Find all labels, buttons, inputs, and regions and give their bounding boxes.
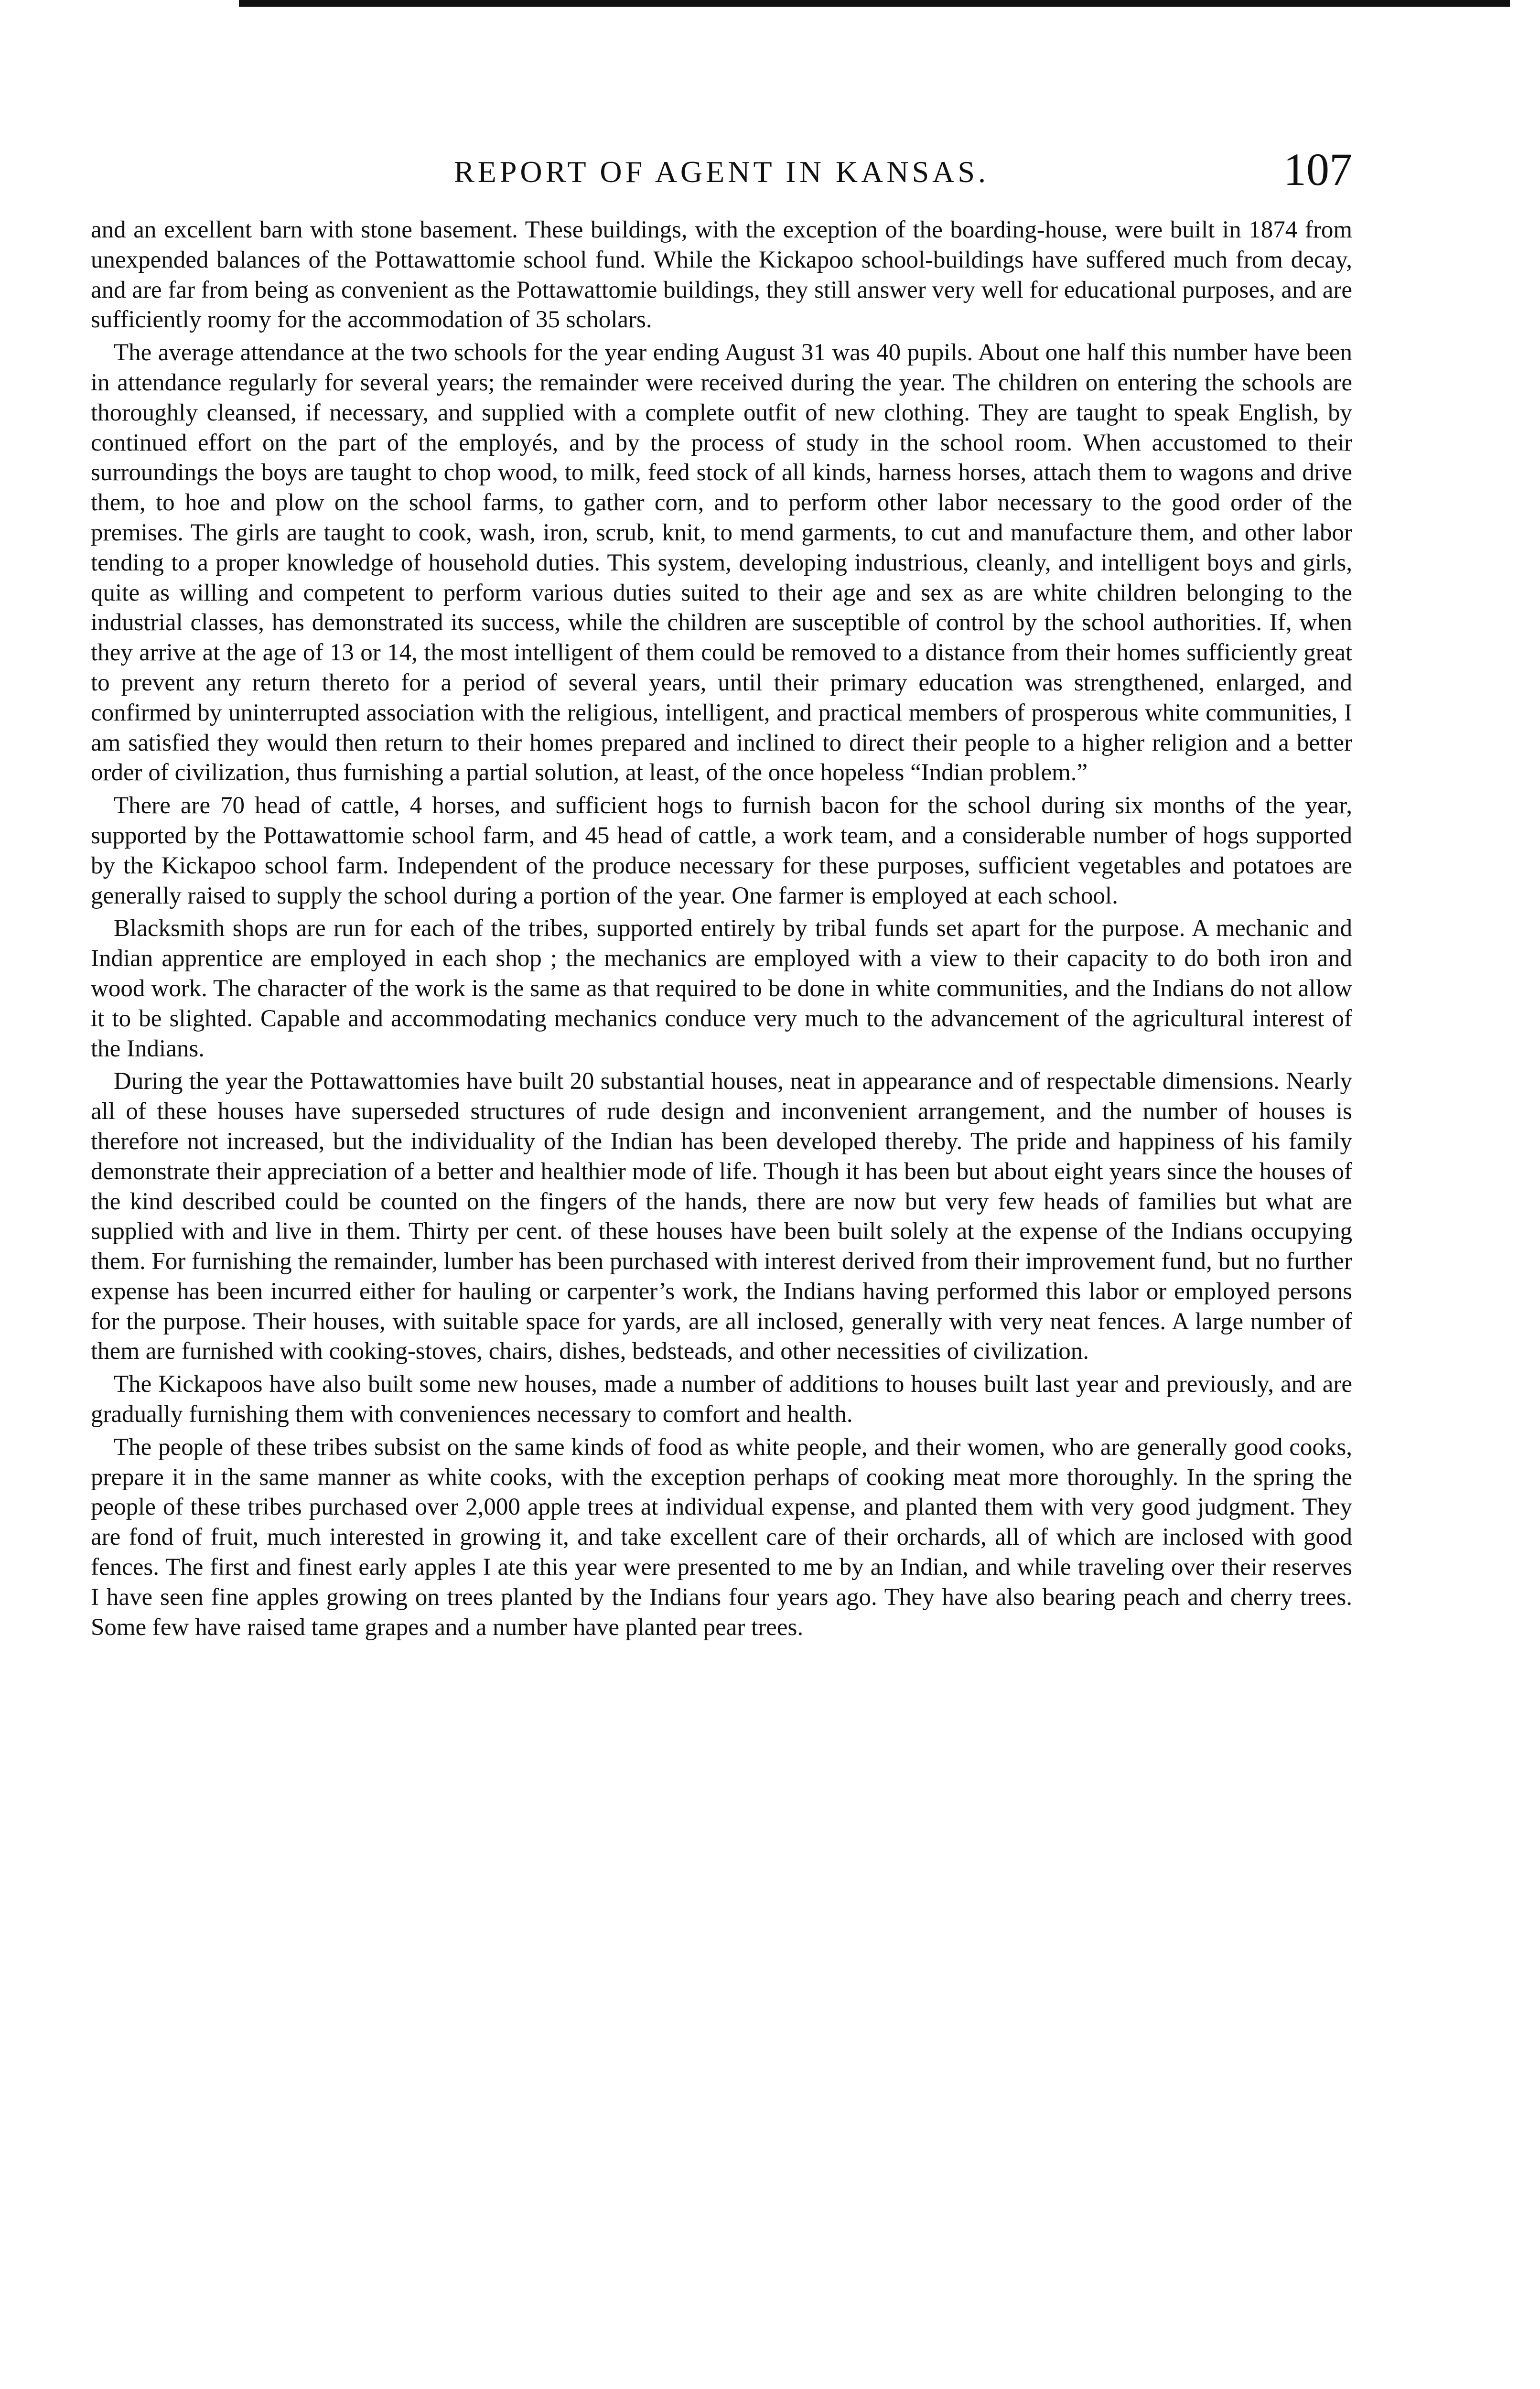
page-header [91, 143, 1352, 215]
document-page [91, 143, 1352, 2389]
paragraph-attendance: The average attendance at the two schools for the year ending August 31 was 40 pupils. About one half this number have been in attendance regularly for several years; the remainder were received during the year. The children on entering the schools are thoroughly cleansed, if necessary, and supplied with a complete outfit of new clothing. They are taught to speak English, by continued effort on the part of the employés, and by the process of study in the school room. When accustomed to their surroundings the boys are taught to chop wood, to milk, feed stock of all kinds, harness horses, attach them to wagons and drive them, to hoe and plow on the school farms, to gather corn, and to perform other labor necessary to the good order of the premises. The girls are taught to cook, wash, iron, scrub, knit, to mend garments, to cut and manufacture them, and other labor tending to a proper knowledge of household duties. This system, developing industrious, cleanly, and intelligent boys and girls, quite as willing and competent to perform various duties suited to their age and sex as are white children belonging to the industrial classes, has demonstrated its success, while the children are susceptible of control by the school authorities. If, when they arrive at the age of 13 or 14, the most intelligent of them could be removed to a distance from their homes sufficiently great to prevent any return thereto for a period of several years, until their primary education was strengthened, enlarged, and confirmed by uninterrupted association with the religious, intelligent, and practical members of prosperous white communities, I am satisfied they would then return to their homes prepared and inclined to direct their people to a higher religion and a better order of civilization, thus furnishing a partial solution, at least, of the once hopeless “Indian problem.” [91, 339, 1352, 786]
body-text [91, 215, 1352, 1642]
running-title: REPORT OF AGENT IN KANSAS. [454, 155, 989, 189]
paragraph-food-orchards: The people of these tribes subsist on the same kinds of food as white people, and their women, who are generally good cooks, prepare it in the same manner as white cooks, with the exception perhaps of cooking meat more thoroughly. In the spring the people of these tribes purchased over 2,000 apple trees at individual expense, and planted them with very good judgment. They are fond of fruit, much interested in growing it, and take excellent care of their orchards, all of which are inclosed with good fences. The first and finest early apples I ate this year were presented to me by an Indian, and while traveling over their reserves I have seen fine apples growing on trees planted by the Indians four years ago. They have also bearing peach and cherry trees. Some few have raised tame grapes and a number have planted pear trees. [91, 1433, 1352, 1641]
top-rule [239, 0, 1510, 7]
paragraph-buildings: and an excellent barn with stone basement. These buildings, with the exception of the boarding-house, were built in 1874 from unexpended balances of the Pottawattomie school fund. While the Kickapoo school-buildings have suffered much from decay, and are far from being as convenient as the Pottawattomie buildings, they still answer very well for educational purposes, and are sufficiently roomy for the accommodation of 35 scholars. [91, 216, 1352, 334]
page-number: 107 [1283, 144, 1352, 195]
paragraph-livestock: There are 70 head of cattle, 4 horses, and sufficient hogs to furnish bacon for the school during six months of the year, supported by the Pottawattomie school farm, and 45 head of cattle, a work team, and a considerable number of hogs supported by the Kickapoo school farm. Independent of the produce necessary for these purposes, sufficient vegetables and potatoes are generally raised to supply the school during a portion of the year. One farmer is employed at each school. [91, 792, 1352, 909]
paragraph-kickapoo-houses: The Kickapoos have also built some new houses, made a number of additions to houses built last year and previously, and are gradually furnishing them with conveniences necessary to comfort and health. [91, 1371, 1352, 1428]
paragraph-houses: During the year the Pottawattomies have built 20 substantial houses, neat in appearance and of respectable dimensions. Nearly all of these houses have superseded structures of rude design and inconvenient arrangement, and the number of houses is therefore not increased, but the individuality of the Indian has been developed thereby. The pride and happiness of his family demonstrate their appreciation of a better and healthier mode of life. Though it has been but about eight years since the houses of the kind described could be counted on the fingers of the hands, there are now but very few heads of families but what are supplied with and live in them. Thirty per cent. of these houses have been built solely at the expense of the Indians occupying them. For furnishing the remainder, lumber has been purchased with interest derived from their improvement fund, but no further expense has been incurred either for hauling or carpenter’s work, the Indians having performed this labor or employed persons for the purpose. Their houses, with suitable space for yards, are all inclosed, generally with very neat fences. A large number of them are furnished with cooking-stoves, chairs, dishes, bedsteads, and other necessities of civilization. [91, 1068, 1352, 1365]
paragraph-blacksmith: Blacksmith shops are run for each of the tribes, supported entirely by tribal funds set apart for the purpose. A mechanic and Indian apprentice are employed in each shop ; the mechanics are employed with a view to their capacity to do both iron and wood work. The character of the work is the same as that required to be done in white communities, and the Indians do not allow it to be slighted. Capable and accommodating mechanics conduce very much to the advancement of the agricultural interest of the Indians. [91, 915, 1352, 1062]
